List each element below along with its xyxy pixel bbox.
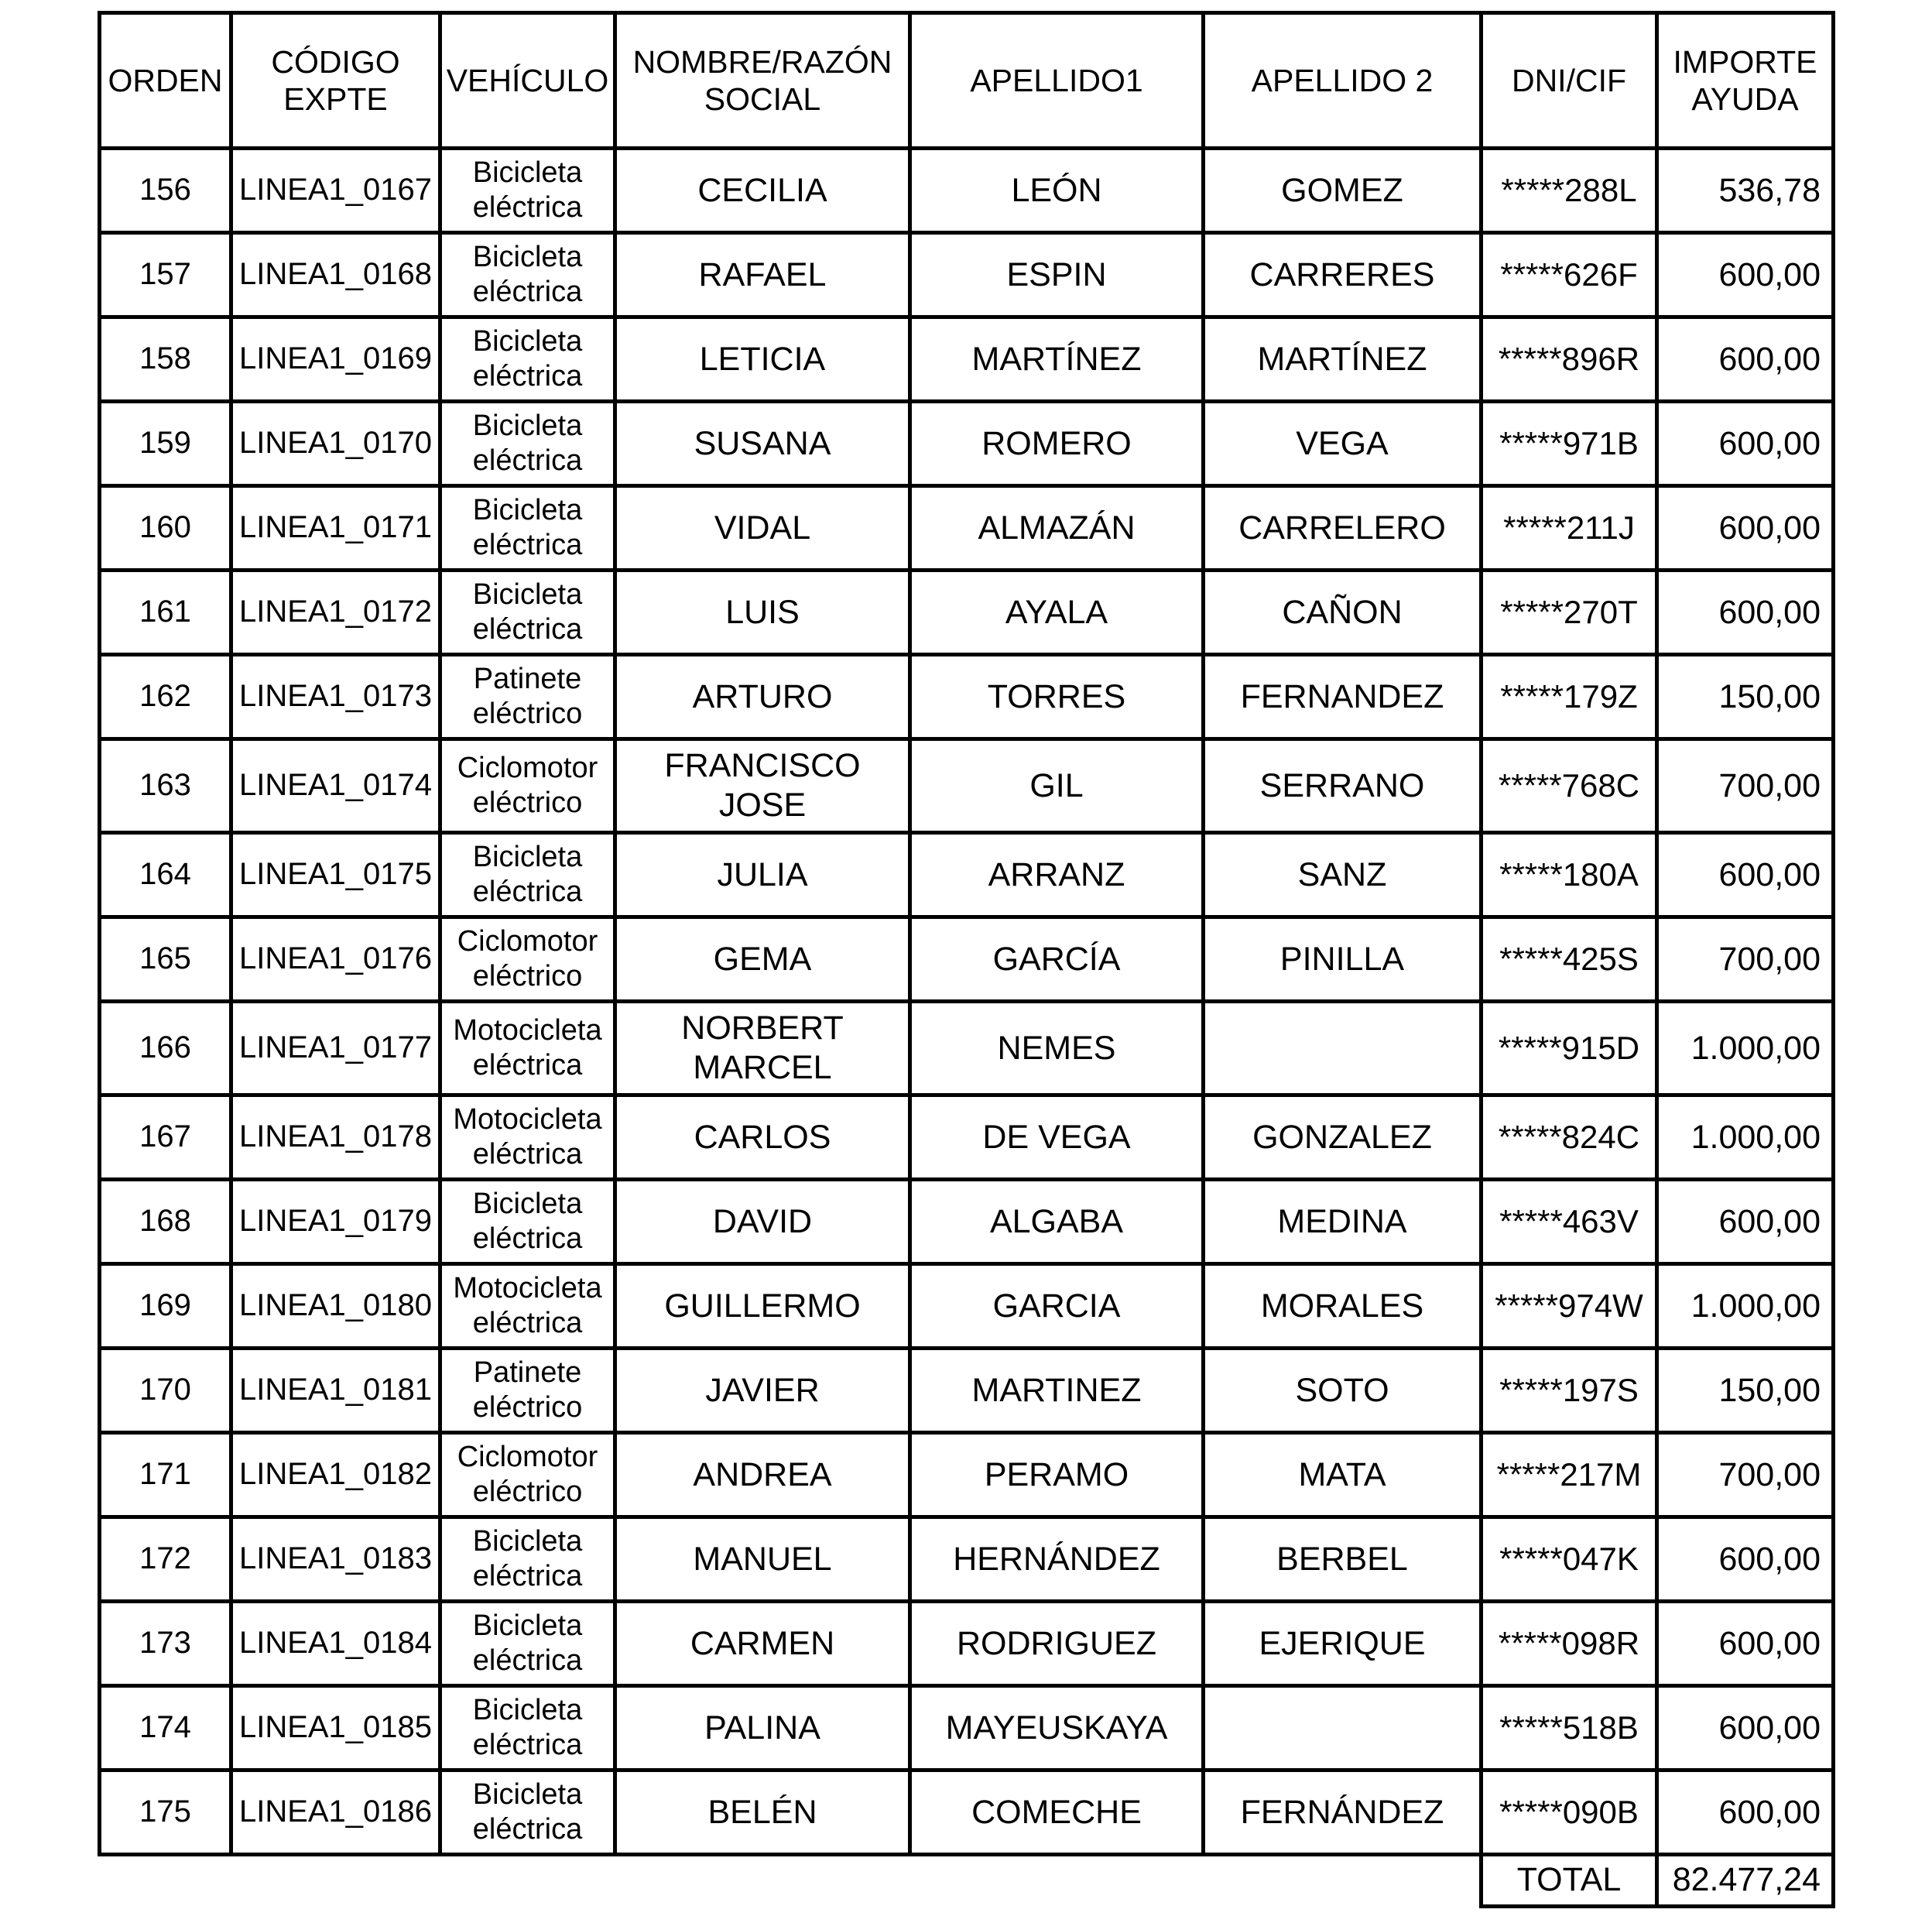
header-apellido2: APELLIDO 2	[1204, 13, 1482, 149]
cell-vehiculo: Bicicleta eléctrica	[440, 1180, 615, 1264]
cell-vehiculo: Bicicleta eléctrica	[440, 402, 615, 486]
cell-dni: *****896R	[1482, 317, 1657, 402]
cell-dni: *****047K	[1482, 1517, 1657, 1602]
cell-importe: 600,00	[1657, 1517, 1834, 1602]
cell-apellido2: FERNÁNDEZ	[1204, 1770, 1482, 1855]
cell-dni: *****915D	[1482, 1002, 1657, 1095]
cell-importe: 600,00	[1657, 1180, 1834, 1264]
cell-dni: *****626F	[1482, 233, 1657, 317]
cell-apellido2: MORALES	[1204, 1264, 1482, 1349]
cell-codigo: LINEA1_0183	[231, 1517, 440, 1602]
cell-orden: 156	[100, 149, 231, 233]
cell-vehiculo: Ciclomotor eléctrico	[440, 739, 615, 833]
cell-importe: 600,00	[1657, 233, 1834, 317]
table-row	[100, 1349, 1834, 1433]
cell-orden: 170	[100, 1349, 231, 1433]
cell-orden: 164	[100, 833, 231, 917]
header-dni: DNI/CIF	[1482, 13, 1657, 149]
cell-codigo: LINEA1_0172	[231, 571, 440, 655]
cell-dni: *****270T	[1482, 571, 1657, 655]
cell-codigo: LINEA1_0184	[231, 1602, 440, 1686]
table-row	[100, 1002, 1834, 1095]
cell-codigo: LINEA1_0177	[231, 1002, 440, 1095]
table-body	[100, 149, 1834, 1855]
cell-vehiculo: Bicicleta eléctrica	[440, 317, 615, 402]
cell-nombre: PALINA	[615, 1686, 910, 1770]
cell-codigo: LINEA1_0171	[231, 486, 440, 571]
cell-apellido2: EJERIQUE	[1204, 1602, 1482, 1686]
cell-dni: *****197S	[1482, 1349, 1657, 1433]
header-codigo: CÓDIGO EXPTE	[231, 13, 440, 149]
table-row	[100, 1433, 1834, 1517]
cell-dni: *****211J	[1482, 486, 1657, 571]
cell-dni: *****971B	[1482, 402, 1657, 486]
cell-codigo: LINEA1_0178	[231, 1095, 440, 1180]
cell-apellido1: ARRANZ	[910, 833, 1204, 917]
cell-nombre: ANDREA	[615, 1433, 910, 1517]
cell-apellido1: ALMAZÁN	[910, 486, 1204, 571]
total-value: 82.477,24	[1657, 1855, 1834, 1907]
table-row	[100, 1264, 1834, 1349]
cell-apellido1: GIL	[910, 739, 1204, 833]
cell-orden: 163	[100, 739, 231, 833]
table-row	[100, 1770, 1834, 1855]
cell-importe: 600,00	[1657, 1770, 1834, 1855]
cell-importe: 600,00	[1657, 402, 1834, 486]
header-nombre: NOMBRE/RAZÓN SOCIAL	[615, 13, 910, 149]
cell-importe: 600,00	[1657, 1686, 1834, 1770]
cell-nombre: BELÉN	[615, 1770, 910, 1855]
cell-vehiculo: Ciclomotor eléctrico	[440, 917, 615, 1002]
cell-apellido2: CARRERES	[1204, 233, 1482, 317]
cell-apellido1: MAYEUSKAYA	[910, 1686, 1204, 1770]
cell-vehiculo: Bicicleta eléctrica	[440, 233, 615, 317]
table-row	[100, 571, 1834, 655]
cell-apellido1: ESPIN	[910, 233, 1204, 317]
cell-apellido2: SERRANO	[1204, 739, 1482, 833]
cell-codigo: LINEA1_0174	[231, 739, 440, 833]
cell-orden: 167	[100, 1095, 231, 1180]
header-apellido1: APELLIDO1	[910, 13, 1204, 149]
cell-nombre: GUILLERMO	[615, 1264, 910, 1349]
cell-vehiculo: Bicicleta eléctrica	[440, 1686, 615, 1770]
cell-orden: 175	[100, 1770, 231, 1855]
cell-apellido1: COMECHE	[910, 1770, 1204, 1855]
cell-apellido1: AYALA	[910, 571, 1204, 655]
cell-vehiculo: Ciclomotor eléctrico	[440, 1433, 615, 1517]
cell-orden: 159	[100, 402, 231, 486]
table-row	[100, 1095, 1834, 1180]
cell-codigo: LINEA1_0175	[231, 833, 440, 917]
cell-vehiculo: Bicicleta eléctrica	[440, 1770, 615, 1855]
cell-orden: 174	[100, 1686, 231, 1770]
cell-codigo: LINEA1_0181	[231, 1349, 440, 1433]
cell-orden: 171	[100, 1433, 231, 1517]
cell-apellido2: SANZ	[1204, 833, 1482, 917]
cell-apellido1: HERNÁNDEZ	[910, 1517, 1204, 1602]
cell-apellido1: NEMES	[910, 1002, 1204, 1095]
cell-dni: *****179Z	[1482, 655, 1657, 739]
cell-apellido2: PINILLA	[1204, 917, 1482, 1002]
cell-importe: 150,00	[1657, 655, 1834, 739]
table-row	[100, 1180, 1834, 1264]
table-row	[100, 655, 1834, 739]
table-row	[100, 1517, 1834, 1602]
table-row	[100, 233, 1834, 317]
cell-orden: 166	[100, 1002, 231, 1095]
cell-apellido2	[1204, 1002, 1482, 1095]
cell-apellido2: FERNANDEZ	[1204, 655, 1482, 739]
cell-nombre: JULIA	[615, 833, 910, 917]
cell-apellido2: GOMEZ	[1204, 149, 1482, 233]
header-row	[100, 13, 1834, 149]
cell-nombre: ARTURO	[615, 655, 910, 739]
cell-nombre: GEMA	[615, 917, 910, 1002]
cell-importe: 1.000,00	[1657, 1264, 1834, 1349]
cell-vehiculo: Bicicleta eléctrica	[440, 833, 615, 917]
cell-importe: 600,00	[1657, 317, 1834, 402]
cell-importe: 700,00	[1657, 1433, 1834, 1517]
cell-apellido1: MARTINEZ	[910, 1349, 1204, 1433]
cell-apellido1: LEÓN	[910, 149, 1204, 233]
cell-apellido2: VEGA	[1204, 402, 1482, 486]
cell-orden: 161	[100, 571, 231, 655]
cell-nombre: NORBERT MARCEL	[615, 1002, 910, 1095]
cell-importe: 1.000,00	[1657, 1095, 1834, 1180]
table-row	[100, 317, 1834, 402]
cell-apellido2: SOTO	[1204, 1349, 1482, 1433]
cell-nombre: RAFAEL	[615, 233, 910, 317]
cell-dni: *****288L	[1482, 149, 1657, 233]
cell-importe: 700,00	[1657, 917, 1834, 1002]
cell-codigo: LINEA1_0179	[231, 1180, 440, 1264]
cell-nombre: CECILIA	[615, 149, 910, 233]
cell-importe: 536,78	[1657, 149, 1834, 233]
cell-apellido1: PERAMO	[910, 1433, 1204, 1517]
cell-nombre: FRANCISCO JOSE	[615, 739, 910, 833]
cell-apellido2: MATA	[1204, 1433, 1482, 1517]
cell-vehiculo: Motocicleta eléctrica	[440, 1095, 615, 1180]
cell-vehiculo: Bicicleta eléctrica	[440, 149, 615, 233]
cell-codigo: LINEA1_0186	[231, 1770, 440, 1855]
cell-apellido2	[1204, 1686, 1482, 1770]
cell-vehiculo: Bicicleta eléctrica	[440, 1517, 615, 1602]
cell-codigo: LINEA1_0182	[231, 1433, 440, 1517]
cell-codigo: LINEA1_0176	[231, 917, 440, 1002]
cell-dni: *****768C	[1482, 739, 1657, 833]
beneficiaries-table	[98, 11, 1835, 1856]
header-orden: ORDEN	[100, 13, 231, 149]
cell-vehiculo: Patinete eléctrico	[440, 1349, 615, 1433]
cell-dni: *****425S	[1482, 917, 1657, 1002]
cell-vehiculo: Motocicleta eléctrica	[440, 1002, 615, 1095]
cell-nombre: SUSANA	[615, 402, 910, 486]
total-label: TOTAL	[1482, 1855, 1657, 1907]
cell-apellido1: TORRES	[910, 655, 1204, 739]
table-row	[100, 1686, 1834, 1770]
cell-importe: 600,00	[1657, 571, 1834, 655]
cell-codigo: LINEA1_0173	[231, 655, 440, 739]
cell-apellido2: MEDINA	[1204, 1180, 1482, 1264]
cell-importe: 600,00	[1657, 1602, 1834, 1686]
cell-apellido2: BERBEL	[1204, 1517, 1482, 1602]
cell-vehiculo: Patinete eléctrico	[440, 655, 615, 739]
cell-dni: *****098R	[1482, 1602, 1657, 1686]
cell-apellido1: MARTÍNEZ	[910, 317, 1204, 402]
cell-apellido2: CARRELERO	[1204, 486, 1482, 571]
cell-apellido1: RODRIGUEZ	[910, 1602, 1204, 1686]
table-row	[100, 739, 1834, 833]
cell-dni: *****518B	[1482, 1686, 1657, 1770]
cell-importe: 150,00	[1657, 1349, 1834, 1433]
cell-vehiculo: Motocicleta eléctrica	[440, 1264, 615, 1349]
cell-importe: 600,00	[1657, 833, 1834, 917]
cell-orden: 168	[100, 1180, 231, 1264]
cell-orden: 160	[100, 486, 231, 571]
cell-dni: *****217M	[1482, 1433, 1657, 1517]
cell-codigo: LINEA1_0168	[231, 233, 440, 317]
cell-apellido1: DE VEGA	[910, 1095, 1204, 1180]
cell-nombre: CARLOS	[615, 1095, 910, 1180]
cell-nombre: CARMEN	[615, 1602, 910, 1686]
cell-codigo: LINEA1_0167	[231, 149, 440, 233]
cell-dni: *****824C	[1482, 1095, 1657, 1180]
cell-dni: *****974W	[1482, 1264, 1657, 1349]
table-row	[100, 833, 1834, 917]
cell-codigo: LINEA1_0180	[231, 1264, 440, 1349]
table-row	[100, 149, 1834, 233]
cell-importe: 700,00	[1657, 739, 1834, 833]
cell-vehiculo: Bicicleta eléctrica	[440, 486, 615, 571]
cell-apellido1: GARCIA	[910, 1264, 1204, 1349]
cell-nombre: LETICIA	[615, 317, 910, 402]
cell-apellido1: ROMERO	[910, 402, 1204, 486]
cell-nombre: VIDAL	[615, 486, 910, 571]
cell-codigo: LINEA1_0185	[231, 1686, 440, 1770]
totals-table	[1479, 1855, 1835, 1908]
table-row	[100, 917, 1834, 1002]
cell-orden: 169	[100, 1264, 231, 1349]
cell-apellido1: ALGABA	[910, 1180, 1204, 1264]
cell-vehiculo: Bicicleta eléctrica	[440, 571, 615, 655]
cell-orden: 158	[100, 317, 231, 402]
total-row	[1482, 1855, 1834, 1907]
cell-dni: *****463V	[1482, 1180, 1657, 1264]
cell-vehiculo: Bicicleta eléctrica	[440, 1602, 615, 1686]
header-importe: IMPORTE AYUDA	[1657, 13, 1834, 149]
cell-codigo: LINEA1_0170	[231, 402, 440, 486]
cell-orden: 173	[100, 1602, 231, 1686]
cell-apellido2: CAÑON	[1204, 571, 1482, 655]
cell-orden: 157	[100, 233, 231, 317]
cell-importe: 600,00	[1657, 486, 1834, 571]
cell-importe: 1.000,00	[1657, 1002, 1834, 1095]
cell-apellido2: MARTÍNEZ	[1204, 317, 1482, 402]
header-vehiculo: VEHÍCULO	[440, 13, 615, 149]
table-row	[100, 1602, 1834, 1686]
cell-nombre: LUIS	[615, 571, 910, 655]
cell-orden: 172	[100, 1517, 231, 1602]
cell-apellido2: GONZALEZ	[1204, 1095, 1482, 1180]
cell-nombre: JAVIER	[615, 1349, 910, 1433]
cell-orden: 162	[100, 655, 231, 739]
cell-codigo: LINEA1_0169	[231, 317, 440, 402]
cell-apellido1: GARCÍA	[910, 917, 1204, 1002]
table-row	[100, 486, 1834, 571]
cell-orden: 165	[100, 917, 231, 1002]
cell-nombre: DAVID	[615, 1180, 910, 1264]
cell-nombre: MANUEL	[615, 1517, 910, 1602]
cell-dni: *****180A	[1482, 833, 1657, 917]
cell-dni: *****090B	[1482, 1770, 1657, 1855]
table-row	[100, 402, 1834, 486]
